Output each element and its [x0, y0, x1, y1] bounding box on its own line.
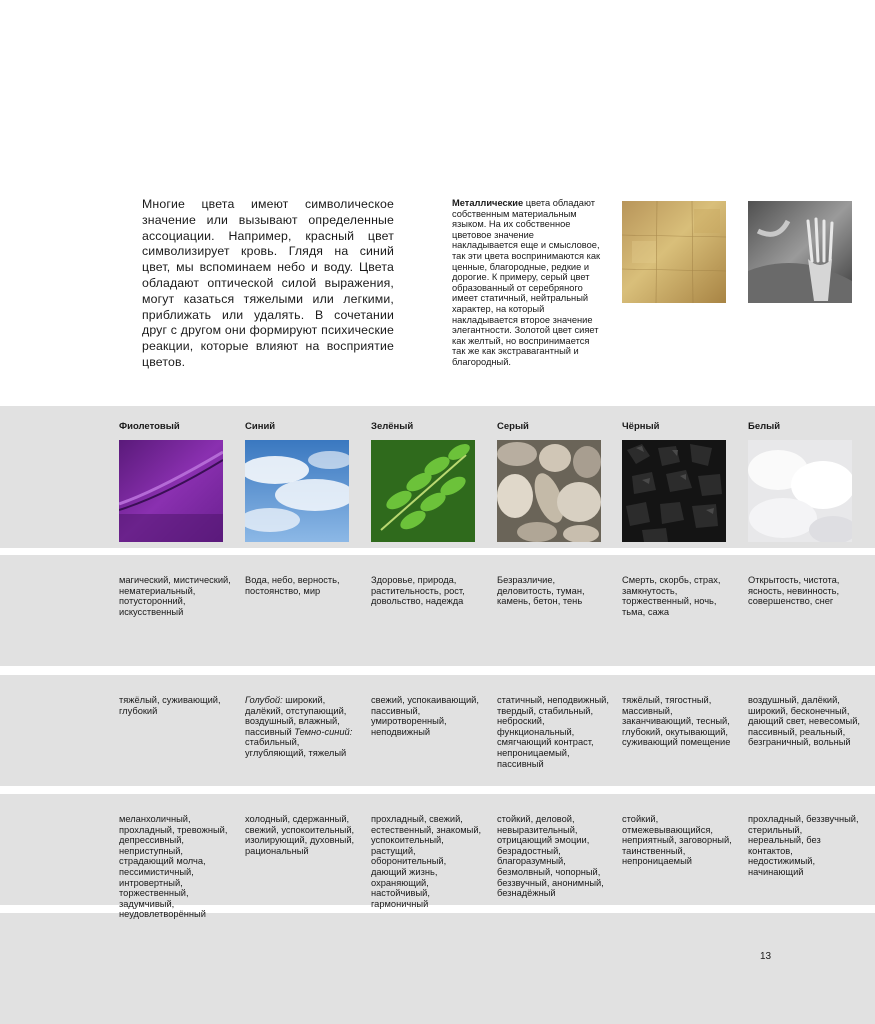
associations-violet: магический, мистический, нематериальный, потусторонний, искусственный [119, 575, 231, 617]
associations-white: Открытость, чистота, ясность, невинность, совершенство, снег [748, 575, 840, 607]
green-leaves-photo [371, 440, 475, 542]
sky-clouds-photo [245, 440, 349, 542]
associations-black: Смерть, скорбь, страх, замкнутость, торжественный, ночь, тьма, сажа [622, 575, 721, 617]
page-number: 13 [760, 951, 772, 962]
dark-tone-white: воздушный, далёкий, широкий, бесконечный, дающий свет, невесомый, пассивный, реальный, безграничный, вольный [748, 695, 861, 748]
violet-glass-photo [119, 440, 223, 542]
dark-tone-blue [245, 695, 357, 759]
column-header-gray: Серый [497, 421, 529, 432]
metallic-text: цвета обладают собственным материальным языком. На их собственное цветовое значение накладывается еще и смысловое, так эти цвета воспринимаются как ценные, благородные, редкие и дорогие. К примеру, серый цвет образованный от серебряного имеет статичный, нейтральный характер, на который накладывается второе значение элегантности. Золотой цвет сияет как желтый, но воспринимается так же как экстравагантный и благородный. [452, 198, 601, 367]
cool-tone-black: стойкий, отмежевывающийся, неприятный, заговорный, таинственный, непроницаемый [622, 814, 732, 867]
coal-photo [622, 440, 726, 542]
light-blue-label: Голубой: [245, 695, 283, 705]
column-header-blue: Синий [245, 421, 276, 432]
dark-tone-black: тяжёлый, тягостный, массивный, заканчивающий, тесный, глубокий, окутывающий, суживающий помещение [622, 695, 731, 748]
column-header-violet: Фиолетовый [119, 421, 180, 432]
dark-blue-label: Темно-синий: [294, 726, 353, 737]
silver-fork-photo [748, 201, 852, 303]
cool-tone-blue: холодный, сдержанный, свежий, успокоительный, изолирующий, духовный, рациональный [245, 814, 355, 856]
associations-blue: Вода, небо, верность, постоянство, мир [245, 575, 340, 596]
cool-tone-white: прохладный, беззвучный, стерильный, нереальный, без контактов, недостижимый, начинающий [748, 814, 859, 877]
dark-tone-gray: статичный, неподвижный, твердый, стабильный, неброский, функциональный, смягчающий контраст, непроницаемый, пассивный [497, 695, 609, 769]
snow-photo [748, 440, 852, 542]
band-footer [0, 913, 875, 1024]
intro-paragraph: Многие цвета имеют символическое значение или вызывают определенные ассоциации. Например, красный цвет символизирует кровь. Глядя на синий цвет, мы вспоминаем небо и воду. Цвета обладают оптической силой выражения, могут казаться тяжелыми или легкими, приближать или удалять. В сочетании друг с другом они формируют психические реакции, которые влияют на восприятие цветов. [142, 197, 394, 369]
gold-leaf-photo [622, 201, 726, 303]
pebbles-photo [497, 440, 601, 542]
light-blue-text: широкий, далёкий, отступающий, воздушный, влажный, пассивный [245, 695, 347, 737]
dark-tone-green: свежий, успокаивающий, пассивный, умиротворенный, неподвижный [371, 695, 479, 737]
metallic-lead: Металлические [452, 198, 524, 208]
associations-gray: Безразличие, деловитость, туман, камень, бетон, тень [497, 575, 585, 607]
dark-blue-text: стабильный, углубляющий, тяжелый [245, 737, 347, 758]
column-header-green: Зелёный [371, 421, 414, 432]
cool-tone-violet: меланхоличный, прохладный, тревожный, депрессивный, неприступный, страдающий молча, пессимистичный, интровертный, торжественный, задумчивый, неудовлетворённый [119, 814, 228, 920]
cool-tone-green: прохладный, свежий, естественный, знакомый, успокоительный, растущий, оборонительный, дающий жизнь, охраняющий, настойчивый, гармоничный [371, 814, 482, 909]
cool-tone-gray: стойкий, деловой, невыразительный, отрицающий эмоции, безрадостный, благоразумный, безмолвный, чопорный, беззвучный, анонимный, безнадёжный [497, 814, 604, 899]
column-header-white: Белый [748, 421, 781, 432]
dark-tone-violet: тяжёлый, суживающий, глубокий [119, 695, 221, 716]
column-header-black: Чёрный [622, 421, 660, 432]
associations-green: Здоровье, природа, растительность, рост, довольство, надежда [371, 575, 465, 607]
metallic-paragraph [452, 198, 602, 368]
